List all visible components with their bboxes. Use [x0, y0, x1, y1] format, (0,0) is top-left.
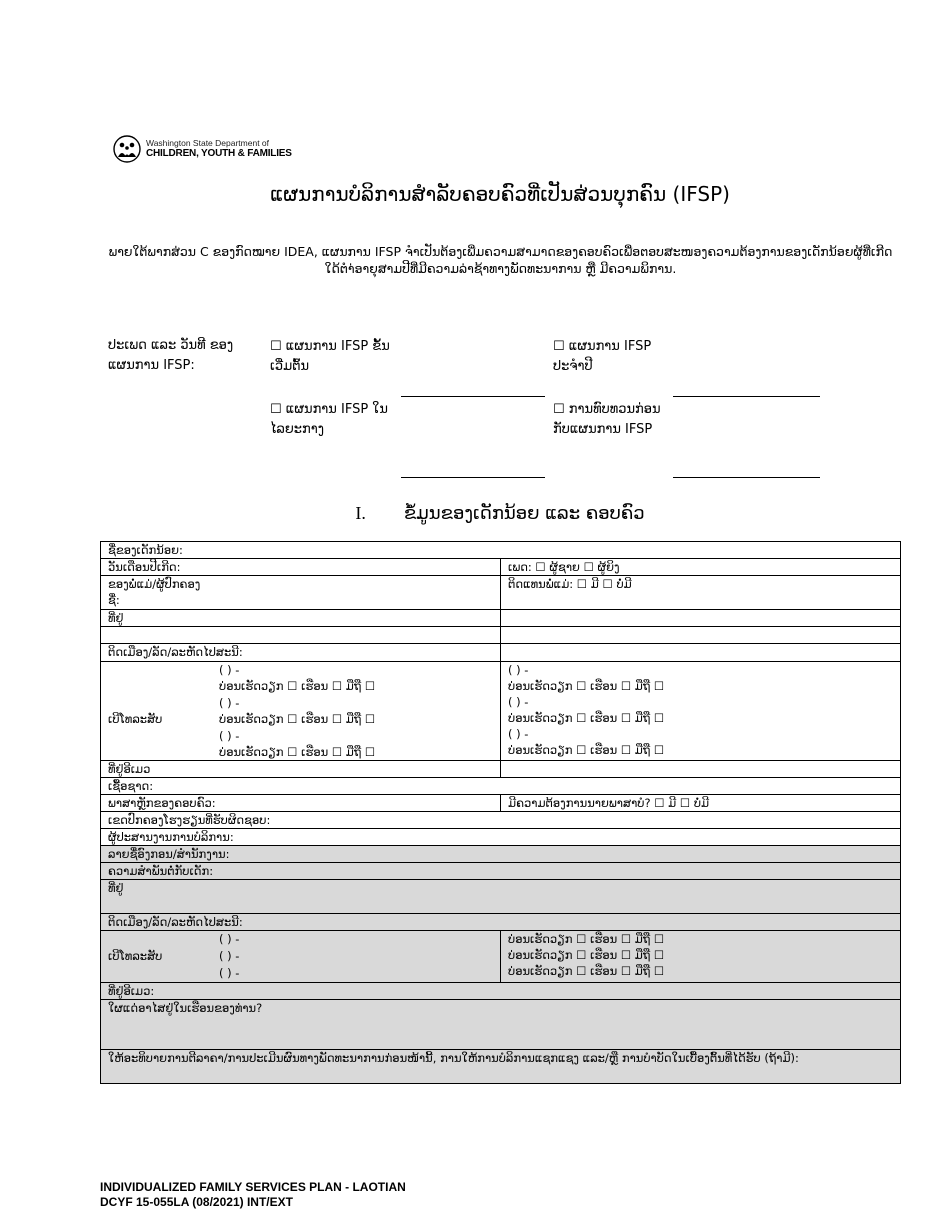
- dob-field[interactable]: ວັນເດືອນປີເກີດ:: [101, 559, 501, 576]
- coordinator-field[interactable]: ຜູ້ປະສານງານການບໍລິການ:: [101, 829, 901, 846]
- ethnicity-field[interactable]: ເຊື້ອຊາດ:: [101, 778, 901, 795]
- phone-area-2[interactable]: ( ) -: [219, 696, 240, 710]
- guardian-address-field[interactable]: ທີ່ຢູ່: [101, 880, 901, 914]
- phone-area-6[interactable]: ( ) -: [508, 727, 529, 741]
- guardian-phone-cell-left: [101, 931, 501, 983]
- review-ifsp-checkbox[interactable]: ☐ ການທົບທວນກ່ອນ ກັບແຜນການ IFSP: [553, 402, 661, 437]
- address-line-2b[interactable]: [501, 627, 901, 644]
- page-title: ແຜນການບໍລິການສຳລັບຄອບຄົວທີ່ເປັນສ່ວນບຸກຄົນ (IFSP): [270, 182, 730, 206]
- phone-cell-right: [501, 662, 901, 761]
- language-field[interactable]: ພາສາຫຼັກຂອງຄອບຄົວ:: [101, 795, 501, 812]
- parent-name-field[interactable]: [101, 576, 501, 610]
- address-field-2[interactable]: [501, 610, 901, 627]
- agency-logo: [113, 135, 292, 163]
- footer: [100, 1180, 406, 1210]
- phone-area-5[interactable]: ( ) -: [508, 695, 529, 709]
- review-date-line[interactable]: [673, 477, 820, 478]
- phone-type-3[interactable]: ບ່ອນເຮັດວຽກ ☐ ເຮືອນ ☐ ມືຖື ☐: [219, 745, 376, 759]
- phone-type-2[interactable]: ບ່ອນເຮັດວຽກ ☐ ເຮືອນ ☐ ມືຖື ☐: [219, 712, 376, 726]
- guardian-phone-type-2[interactable]: ບ່ອນເຮັດວຽກ ☐ ເຮືອນ ☐ ມືຖື ☐: [508, 948, 665, 962]
- phone-area-1[interactable]: ( ) -: [219, 663, 240, 677]
- footer-form-number: DCYF 15-055LA (08/2021) INT/EXT: [100, 1195, 293, 1209]
- address-line-2[interactable]: [101, 627, 501, 644]
- section-number: I.: [355, 503, 366, 523]
- interim-ifsp-checkbox[interactable]: ☐ ແຜນການ IFSP ໃນໄລຍະກາງ: [270, 402, 388, 437]
- plan-type-label: ປະເພດ ແລະ ວັນທີ ຂອງແຜນການ IFSP:: [108, 338, 234, 373]
- section-heading: [100, 503, 900, 524]
- phone-cell-left: [101, 662, 501, 761]
- phone-type-1[interactable]: ບ່ອນເຮັດວຽກ ☐ ເຮືອນ ☐ ມືຖື ☐: [219, 679, 376, 693]
- household-field[interactable]: ໃຜແດ່ອາໄສຢູ່ໃນເຮືອນຂອງທ່ານ?: [101, 1000, 901, 1050]
- guardian-phone-type-3[interactable]: ບ່ອນເຮັດວຽກ ☐ ເຮືອນ ☐ ມືຖື ☐: [508, 964, 665, 978]
- guardian-phone-area-2[interactable]: ( ) -: [219, 949, 240, 963]
- guardian-mailing-field[interactable]: ຕິດເມືອງ/ລັດ/ລະຫັດໄປສະນີ:: [101, 914, 901, 931]
- parent-name-label: ຂອງພໍ່ແມ່/ຜູ້ປົກຄອງ: [108, 577, 201, 591]
- initial-date-line[interactable]: [401, 396, 545, 397]
- interpreter-field[interactable]: ມີຄວາມຕ້ອງການນາຍພາສາບໍ? ☐ ມີ ☐ ບໍ່ມີ: [501, 795, 901, 812]
- guardian-phone-type-1[interactable]: ບ່ອນເຮັດວຽກ ☐ ເຮືອນ ☐ ມືຖື ☐: [508, 932, 665, 946]
- dcyf-logo-icon: [113, 135, 141, 163]
- agency-field[interactable]: ລາຍຊື່ອົງກອນ/ສຳນັກງານ:: [101, 846, 901, 863]
- interim-date-line[interactable]: [401, 477, 545, 478]
- email-field-2[interactable]: [501, 761, 901, 778]
- guardian-email-field[interactable]: ທີ່ຢູ່ອີເມວ:: [101, 983, 901, 1000]
- gender-field[interactable]: ເພດ: ☐ ຜູ້ຊາຍ ☐ ຜູ້ຍິງ: [501, 559, 901, 576]
- mailing-field-2[interactable]: [501, 644, 901, 662]
- guardian-phone-label: ເບີໂທລະສັບ: [108, 949, 163, 963]
- guardian-phone-area-1[interactable]: ( ) -: [219, 932, 240, 946]
- parent-contact-field[interactable]: ຕິດແທນພໍ່ແມ່: ☐ ມີ ☐ ບໍ່ມີ: [501, 576, 901, 610]
- section-title: ຂໍ້ມູນຂອງເດັກນ້ອຍ ແລະ ຄອບຄົວ: [403, 503, 645, 524]
- phone-area-3[interactable]: ( ) -: [219, 729, 240, 743]
- address-field[interactable]: ທີ່ຢູ່: [101, 610, 501, 627]
- child-family-info-table: [100, 541, 901, 1084]
- phone-type-5[interactable]: ບ່ອນເຮັດວຽກ ☐ ເຮືອນ ☐ ມືຖື ☐: [508, 711, 665, 725]
- guardian-phone-area-3[interactable]: ( ) -: [219, 966, 240, 980]
- annual-ifsp-checkbox[interactable]: ☐ ແຜນການ IFSP ປະຈຳປີ: [553, 339, 652, 374]
- mailing-field[interactable]: ຕິດເມືອງ/ລັດ/ລະຫັດໄປສະນີ:: [101, 644, 501, 662]
- guardian-phone-cell-right: [501, 931, 901, 983]
- school-district-field[interactable]: ເຂດປົກຄອງໂຮງຮຽນທີ່ຮັບຜິດຊອບ:: [101, 812, 901, 829]
- footer-form-title: INDIVIDUALIZED FAMILY SERVICES PLAN - LAOTIAN: [100, 1180, 406, 1194]
- agency-line2: CHILDREN, YOUTH & FAMILIES: [146, 148, 292, 159]
- phone-type-6[interactable]: ບ່ອນເຮັດວຽກ ☐ ເຮືອນ ☐ ມືຖື ☐: [508, 743, 665, 757]
- phone-label: ເບີໂທລະສັບ: [108, 712, 163, 726]
- phone-area-4[interactable]: ( ) -: [508, 663, 529, 677]
- email-field[interactable]: ທີ່ຢູ່ອີເມວ: [101, 761, 501, 778]
- intro-paragraph: ພາຍໃຕ້ພາກສ່ວນ C ຂອງກົດໝາຍ IDEA, ແຜນການ IFSP ຈຳເປັນຕ້ອງເພີ່ມຄວາມສາມາດຂອງຄອບຄົວເພື່ອຕອບສະໜອງຄວາມຕ້ອງການຂອງເດັກນ້ອຍຜູ້ທີ່ເກີດໃດ້ຕຳ່ອາຍຸສາມປີທີ່ມີຄວາມລ່າຊ້າທາງພັດທະນາການ ຫຼື ມີຄວາມພິການ.: [108, 244, 893, 276]
- history-field[interactable]: ໃຫ້ອະທິບາຍການຕີລາຄາ/ການປະເມີນຜົນທາງພັດທະນາການກ່ອນໜ້ານີ້, ການໃຫ້ການບໍລິການແຊກແຊງ ແລະ/ຫຼື ການບຳບັດໃນເບື້ອງຕົ້ນທີ່ໄດ້ຮັບ (ຖ້າມີ):: [101, 1050, 901, 1084]
- agency-line1: Washington State Department of: [146, 138, 270, 148]
- initial-ifsp-checkbox[interactable]: ☐ ແຜນການ IFSP ຂັ້ນເວີ່ມຕົ້ນ: [270, 339, 390, 374]
- relationship-field[interactable]: ຄວາມສຳພັນຕໍ່ກັບເດັກ:: [101, 863, 901, 880]
- phone-type-4[interactable]: ບ່ອນເຮັດວຽກ ☐ ເຮືອນ ☐ ມືຖື ☐: [508, 679, 665, 693]
- annual-date-line[interactable]: [673, 396, 820, 397]
- parent-name-label2: ຊື່:: [108, 593, 120, 607]
- child-name-field[interactable]: ຊື່ຂອງເດັກນ້ອຍ:: [101, 542, 901, 559]
